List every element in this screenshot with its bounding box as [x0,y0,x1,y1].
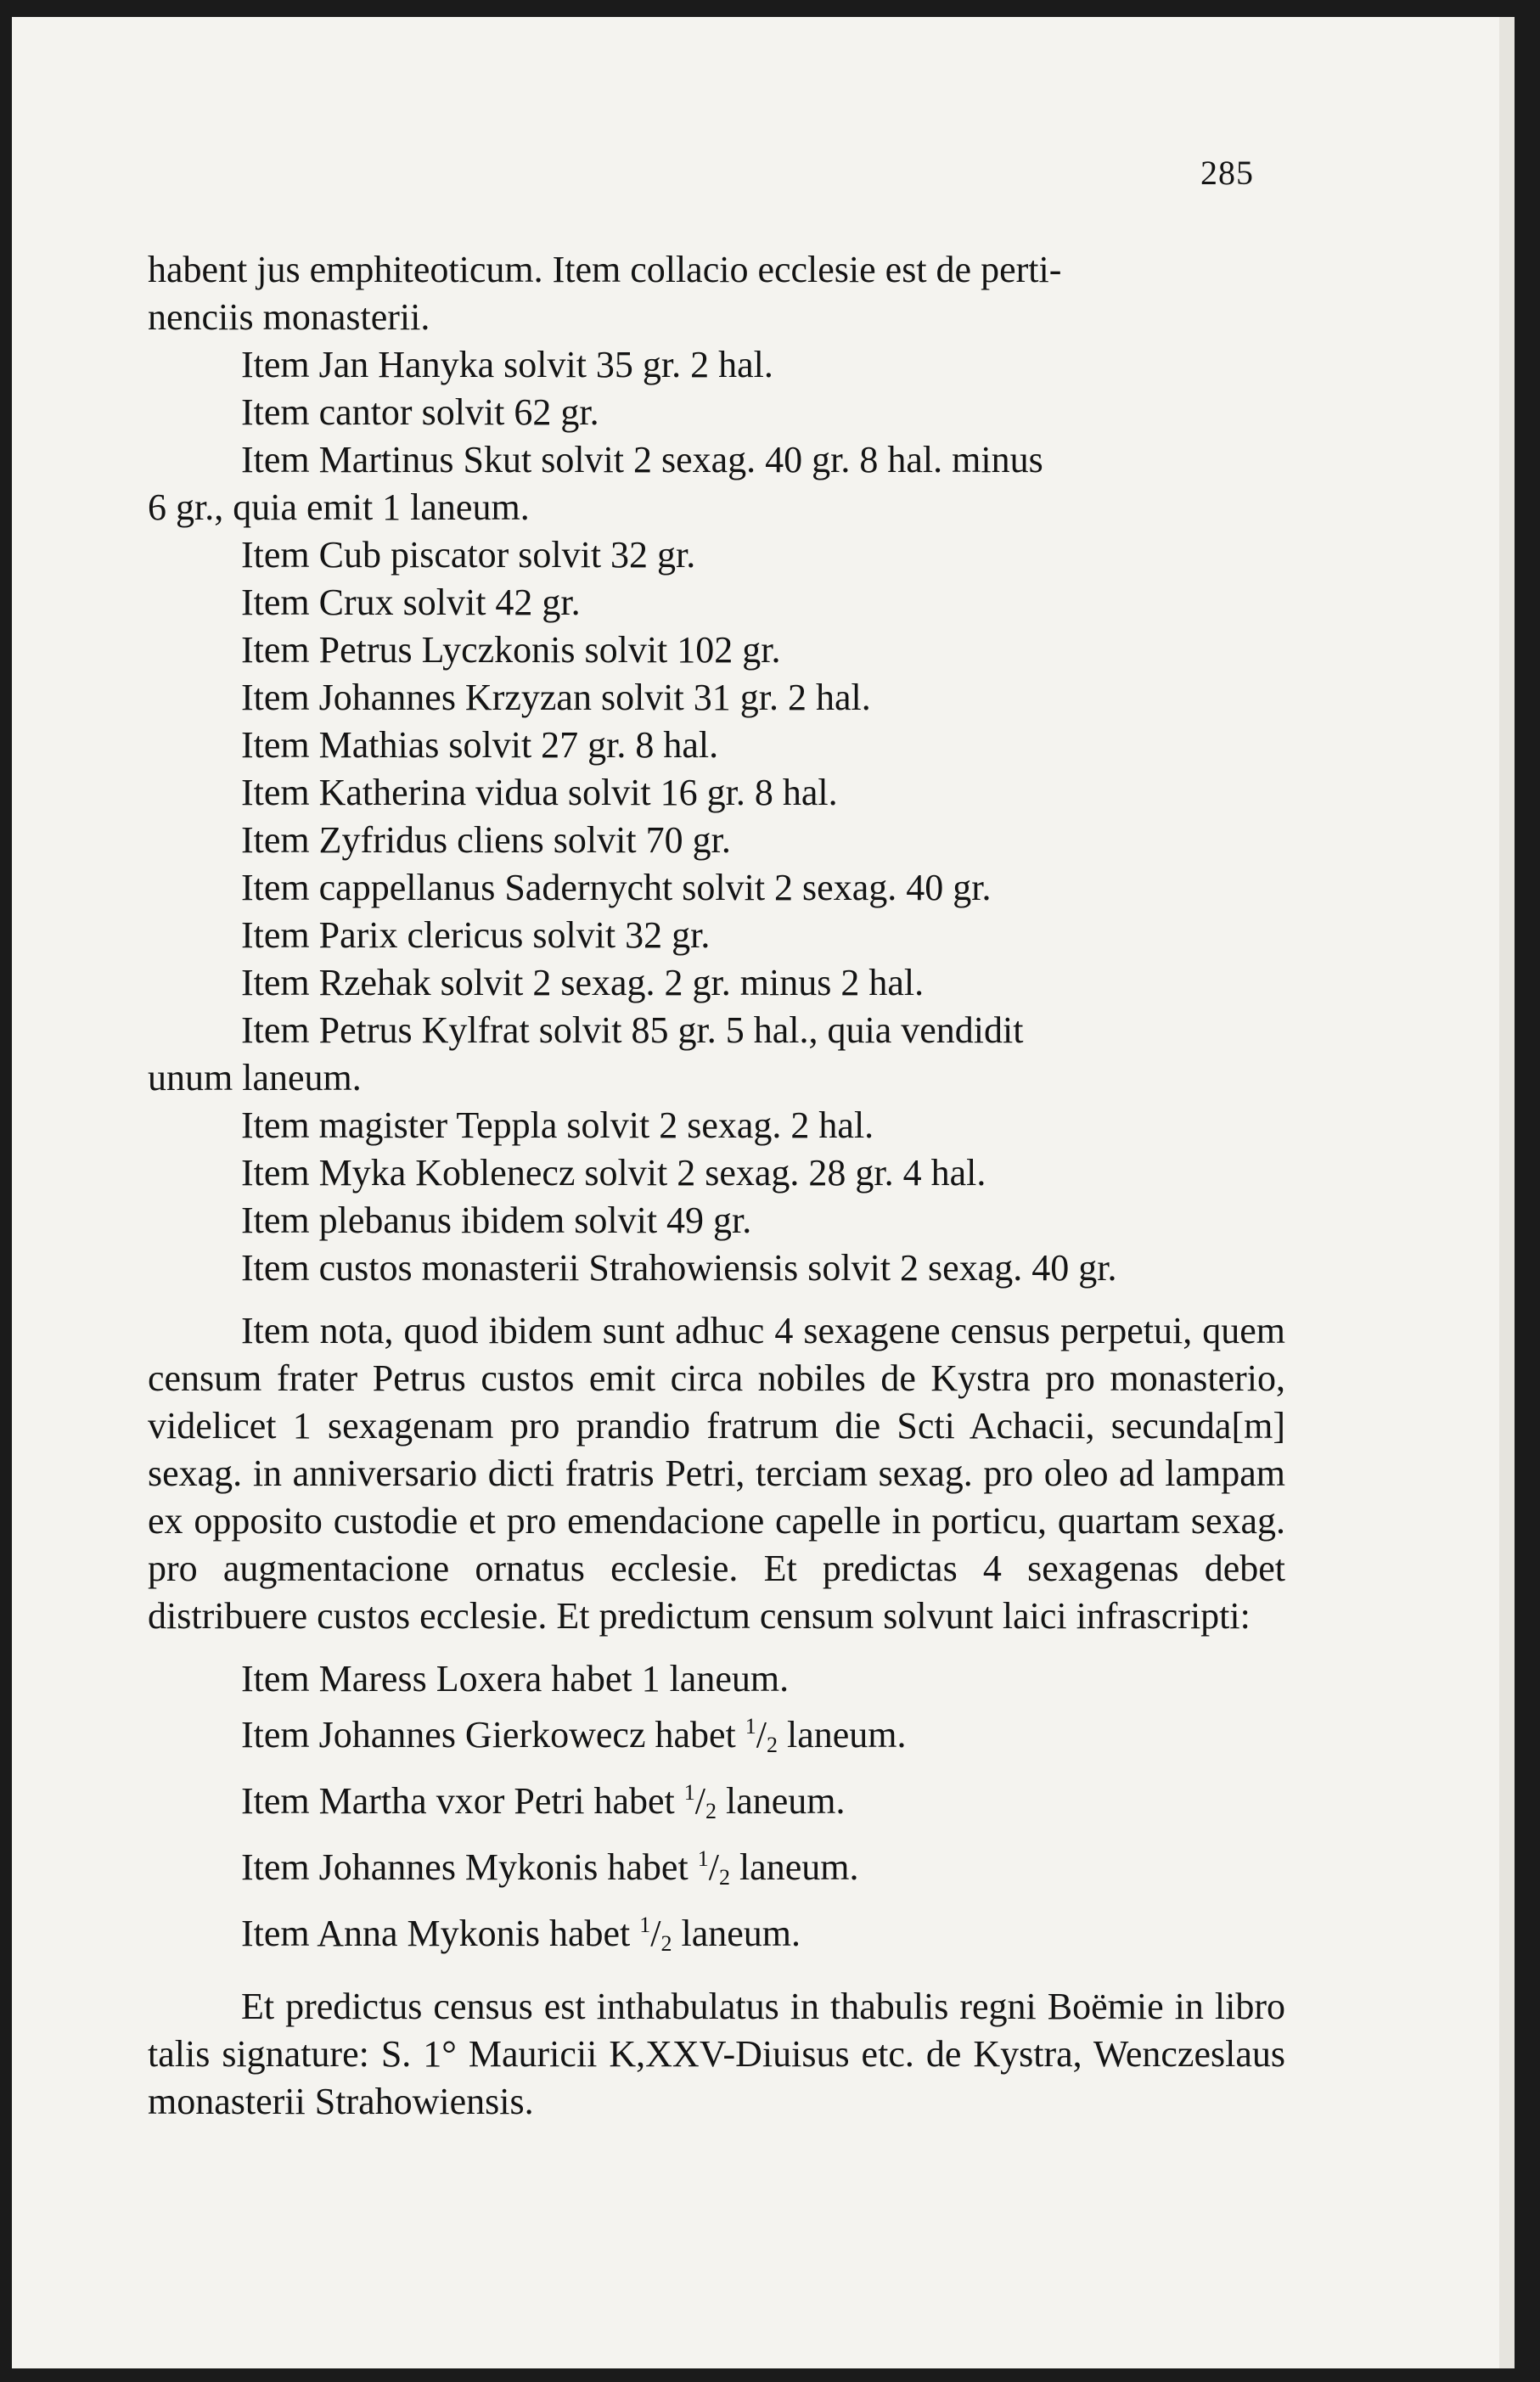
list-item: Item Katherina vidua solvit 16 gr. 8 hal. [241,772,838,813]
page-number: 285 [1200,154,1254,192]
list-item-continuation: unum laneum. [148,1057,362,1098]
fraction: $^1/_2$ [639,1913,672,1956]
list-item-text: laneum. [778,1714,907,1756]
fraction: $^1/_2$ [683,1780,717,1823]
list-item: Item cantor solvit 62 gr. [241,391,599,433]
list-item: Item Crux solvit 42 gr. [241,581,581,623]
list-item: Item Petrus Lyczkonis solvit 102 gr. [241,629,781,671]
list-item-text: Item Johannes Gierkowecz habet [241,1714,745,1756]
list-item [148,1703,1285,1769]
list-item: Item Cub piscator solvit 32 gr. [241,534,696,576]
list-item: Item Rzehak solvit 2 sexag. 2 gr. minus 2 hal. [241,962,925,1003]
fraction-numerator: 1 [697,1846,709,1871]
list-item [148,1835,1285,1902]
list-item: Item Myka Koblenecz solvit 2 sexag. 28 gr. 4 hal. [241,1152,986,1194]
fraction-denominator: 2 [705,1799,717,1823]
text-line: habent jus emphiteoticum. Item collacio ecclesie est de perti- [148,249,1062,290]
list-item: Item Maress Loxera habet 1 laneum. [241,1658,790,1699]
fraction-numerator: 1 [745,1714,756,1739]
list-item: Item Jan Hanyka solvit 35 gr. 2 hal. [241,344,773,385]
fraction-denominator: 2 [660,1931,672,1956]
list-item: Item magister Teppla solvit 2 sexag. 2 hal. [241,1104,874,1146]
list-item-text: laneum. [672,1913,801,1954]
list-item: Item cappellanus Sadernycht solvit 2 sexag. 40 gr. [241,867,992,908]
list-item-text: Item Anna Mykonis habet [241,1913,640,1954]
fraction-denominator: 2 [767,1733,778,1757]
list-item [148,1902,1285,1968]
paragraph-census: Item nota, quod ibidem sunt adhuc 4 sexagene census perpetui, quem censum frater Petrus custos emit circa nobiles de Kystra pro monasterio, videlicet 1 sexagenam pro prandio fratrum die Scti Achacii, secunda[m] sexag. in anniversario dicti fratris Petri, terciam sexag. pro oleo ad lampam ex opposito custodie et pro emendacione capelle in porticu, quartam sexag. pro augmentacione ornatus ecclesie. Et predictas 4 sexagenas debet distribuere custos ecclesie. Et predictum censum solvunt laici infrascripti: [148,1310,1285,1637]
list-item: Item Parix clericus solvit 32 gr. [241,914,711,956]
list-item-text: Item Johannes Mykonis habet [241,1846,698,1888]
fraction-numerator: 1 [639,1913,651,1937]
list-item: Item Mathias solvit 27 gr. 8 hal. [241,724,719,766]
list-item-text: Item Martha vxor Petri habet [241,1780,684,1822]
fraction: $^1/_2$ [697,1846,730,1890]
fraction-denominator: 2 [718,1865,730,1890]
paragraph-inthabulatus: Et predictus census est inthabulatus in thabulis regni Boëmie in libro talis signature: S. 1° Mauricii K,XXV-Diuisus etc. de Kystra, Wenczeslaus monasterii Strahowiensis. [148,1986,1285,2122]
list-item [148,1769,1285,1835]
list-item-text: laneum. [729,1846,859,1888]
page-edge [1499,17,1515,2368]
list-item: Item Johannes Krzyzan solvit 31 gr. 2 hal. [241,677,871,718]
fraction: $^1/_2$ [745,1714,778,1757]
text-line: nenciis monasterii. [148,296,430,338]
list-item: Item Martinus Skut solvit 2 sexag. 40 gr. 8 hal. minus [241,439,1043,480]
scanned-page [12,17,1515,2368]
body-text [148,246,1285,2126]
list-item: Item custos monasterii Strahowiensis solvit 2 sexag. 40 gr. [241,1247,1117,1289]
list-item-continuation: 6 gr., quia emit 1 laneum. [148,486,530,528]
list-item: Item plebanus ibidem solvit 49 gr. [241,1199,752,1241]
list-item: Item Zyfridus cliens solvit 70 gr. [241,819,731,861]
list-item-text: laneum. [716,1780,846,1822]
list-item: Item Petrus Kylfrat solvit 85 gr. 5 hal., quia vendidit [241,1009,1024,1051]
fraction-numerator: 1 [683,1780,695,1805]
